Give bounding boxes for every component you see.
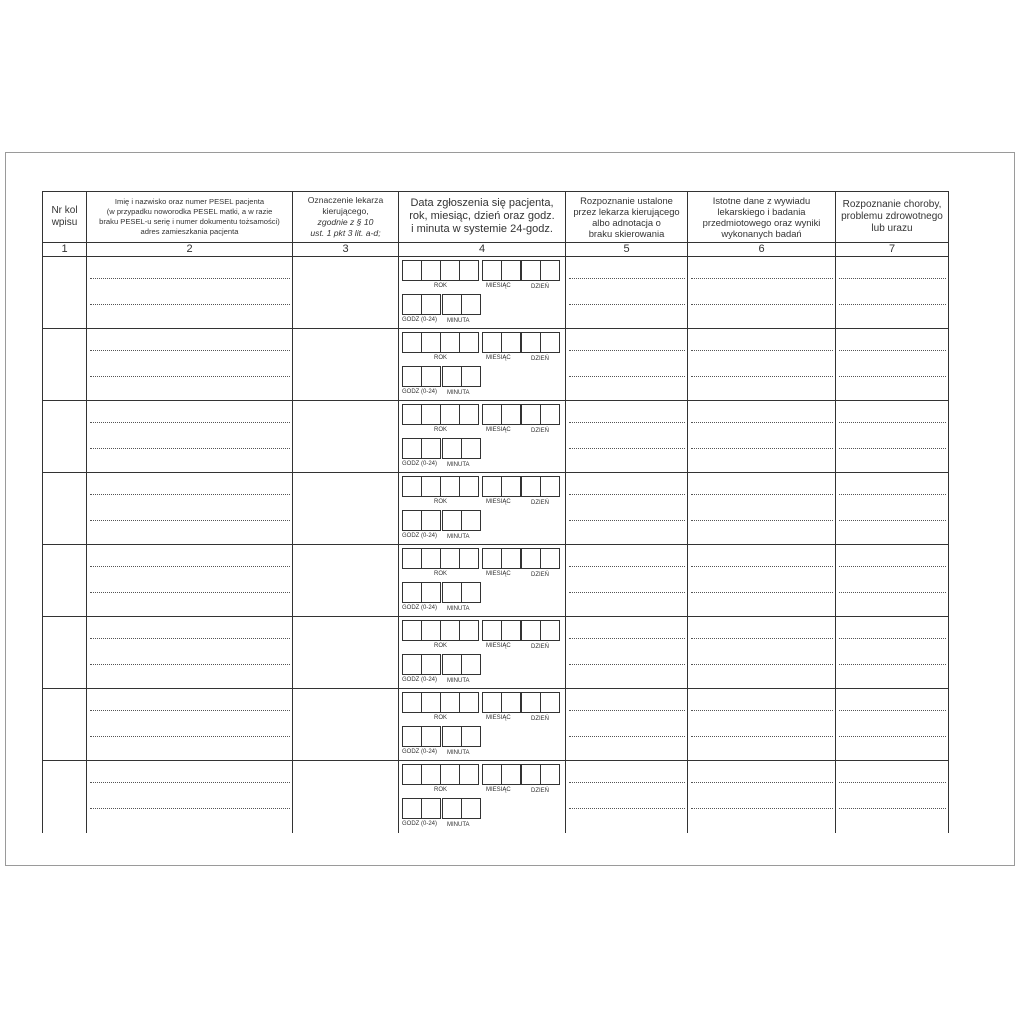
hour-digit-box[interactable] — [402, 366, 422, 387]
minute-label: MINUTA — [447, 462, 470, 468]
row-separator — [42, 328, 949, 329]
day-label: DZIEŃ — [531, 428, 549, 434]
field-interview-line[interactable] — [691, 304, 833, 305]
header-line: kierującego, — [322, 205, 369, 216]
column-border-5-6 — [687, 191, 688, 833]
day-digit-box[interactable] — [521, 764, 541, 785]
field-patient-line[interactable] — [90, 350, 290, 351]
hour-digit-box[interactable] — [421, 510, 441, 531]
minute-digit-box[interactable] — [442, 582, 462, 603]
day-label: DZIEŃ — [531, 644, 549, 650]
field-patient-line[interactable] — [90, 710, 290, 711]
field-diagnosis-line[interactable] — [839, 808, 946, 809]
hour-digit-box[interactable] — [402, 438, 422, 459]
field-diagnosis-referral-line[interactable] — [569, 422, 685, 423]
minute-digit-box[interactable] — [442, 366, 462, 387]
column-border-4-5 — [565, 191, 566, 833]
column-number-5: 5 — [623, 243, 630, 255]
header-col-1 — [43, 191, 86, 242]
day-digit-box[interactable] — [521, 332, 541, 353]
month-digit-box[interactable] — [501, 476, 521, 497]
column-number-4: 4 — [478, 243, 486, 255]
header-line: lekarskiego i badania — [717, 205, 806, 217]
column-number-3: 3 — [342, 243, 349, 255]
month-label: MIESIĄC — [486, 283, 511, 289]
day-digit-box[interactable] — [521, 620, 541, 641]
header-col-4 — [399, 191, 565, 242]
year-label: ROK — [434, 643, 448, 649]
month-digit-box[interactable] — [501, 404, 521, 425]
hour-label: GODZ (0-24) — [402, 461, 438, 467]
header-line: wpisu — [51, 216, 78, 228]
year-digit-box[interactable] — [440, 692, 460, 713]
year-digit-box[interactable] — [421, 764, 441, 785]
header-line: Data zgłoszenia się pacjenta, — [410, 197, 554, 209]
day-label: DZIEŃ — [531, 716, 549, 722]
year-digit-box[interactable] — [402, 764, 422, 785]
header-line: problemu zdrowotnego — [841, 210, 943, 222]
month-label: MIESIĄC — [486, 571, 511, 577]
year-digit-box[interactable] — [459, 620, 479, 641]
hour-digit-box[interactable] — [421, 798, 441, 819]
year-label: ROK — [434, 571, 448, 577]
field-diagnosis-line[interactable] — [839, 278, 946, 279]
field-diagnosis-referral-line[interactable] — [569, 278, 685, 279]
header-line: Oznaczenie lekarza — [307, 194, 384, 205]
field-diagnosis-line[interactable] — [839, 638, 946, 639]
header-col-6 — [688, 191, 835, 242]
header-line: wykonanych badań — [721, 227, 802, 239]
field-patient-line[interactable] — [90, 448, 290, 449]
header-col-3 — [293, 191, 398, 242]
hour-digit-box[interactable] — [421, 366, 441, 387]
minute-digit-box[interactable] — [461, 510, 481, 531]
field-patient-line[interactable] — [90, 422, 290, 423]
hour-label: GODZ (0-24) — [402, 389, 438, 395]
year-label: ROK — [434, 283, 448, 289]
year-digit-box[interactable] — [402, 260, 422, 281]
field-patient-line[interactable] — [90, 304, 290, 305]
day-digit-box[interactable] — [521, 548, 541, 569]
day-digit-box[interactable] — [540, 476, 560, 497]
year-digit-box[interactable] — [421, 620, 441, 641]
header-line: zgodnie z § 10 — [317, 216, 374, 227]
row-separator — [42, 472, 949, 473]
minute-digit-box[interactable] — [442, 294, 462, 315]
field-diagnosis-referral-line[interactable] — [569, 710, 685, 711]
column-number-2: 2 — [186, 243, 193, 255]
minute-digit-box[interactable] — [461, 438, 481, 459]
form-sheet — [5, 152, 1015, 866]
hour-label: GODZ (0-24) — [402, 821, 438, 827]
day-digit-box[interactable] — [521, 692, 541, 713]
field-patient-line[interactable] — [90, 520, 290, 521]
field-interview-line[interactable] — [691, 592, 833, 593]
header-col-7 — [836, 191, 948, 242]
field-interview-line[interactable] — [691, 782, 833, 783]
header-line: braku skierowania — [588, 227, 665, 239]
hour-digit-box[interactable] — [402, 798, 422, 819]
day-label: DZIEŃ — [531, 572, 549, 578]
hour-label: GODZ (0-24) — [402, 677, 438, 683]
year-digit-box[interactable] — [440, 476, 460, 497]
header-line: ust. 1 pkt 3 lit. a-d; — [310, 227, 381, 238]
minute-label: MINUTA — [447, 678, 470, 684]
field-patient-line[interactable] — [90, 494, 290, 495]
field-diagnosis-referral-line[interactable] — [569, 566, 685, 567]
field-interview-line[interactable] — [691, 566, 833, 567]
year-digit-box[interactable] — [459, 692, 479, 713]
field-patient-line[interactable] — [90, 278, 290, 279]
month-digit-box[interactable] — [501, 332, 521, 353]
month-label: MIESIĄC — [486, 355, 511, 361]
year-digit-box[interactable] — [459, 404, 479, 425]
field-patient-line[interactable] — [90, 592, 290, 593]
header-line: Nr kol — [51, 204, 78, 216]
hour-label: GODZ (0-24) — [402, 533, 438, 539]
field-patient-line[interactable] — [90, 664, 290, 665]
minute-digit-box[interactable] — [442, 438, 462, 459]
hour-digit-box[interactable] — [402, 726, 422, 747]
column-number-1: 1 — [61, 243, 68, 255]
header-line: adres zamieszkania pacjenta — [140, 226, 239, 236]
row-separator — [42, 616, 949, 617]
field-patient-line[interactable] — [90, 782, 290, 783]
month-digit-box[interactable] — [501, 764, 521, 785]
column-border-3-4 — [398, 191, 399, 833]
field-interview-line[interactable] — [691, 638, 833, 639]
month-digit-box[interactable] — [501, 260, 521, 281]
hour-digit-box[interactable] — [421, 438, 441, 459]
field-interview-line[interactable] — [691, 736, 833, 737]
row-separator — [42, 400, 949, 401]
minute-label: MINUTA — [447, 534, 470, 540]
year-digit-box[interactable] — [459, 332, 479, 353]
month-digit-box[interactable] — [482, 404, 502, 425]
field-diagnosis-referral-line[interactable] — [569, 494, 685, 495]
minute-digit-box[interactable] — [442, 654, 462, 675]
month-label: MIESIĄC — [486, 787, 511, 793]
field-diagnosis-referral-line[interactable] — [569, 664, 685, 665]
column-border-left — [42, 191, 43, 833]
header-line: przez lekarza kierującego — [573, 205, 680, 217]
minute-label: MINUTA — [447, 822, 470, 828]
day-digit-box[interactable] — [540, 332, 560, 353]
column-number-7: 7 — [888, 243, 896, 255]
year-digit-box[interactable] — [402, 476, 422, 497]
column-border-6-7 — [835, 191, 836, 833]
header-line: (w przypadku noworodka PESEL matki, a w razie — [106, 206, 273, 216]
field-patient-line[interactable] — [90, 808, 290, 809]
year-digit-box[interactable] — [421, 260, 441, 281]
header-line: braku PESEL-u serię i numer dokumentu tożsamości) — [99, 216, 280, 226]
field-interview-line[interactable] — [691, 494, 833, 495]
day-label: DZIEŃ — [531, 788, 549, 794]
minute-digit-box[interactable] — [461, 726, 481, 747]
hour-digit-box[interactable] — [402, 582, 422, 603]
year-label: ROK — [434, 499, 448, 505]
year-digit-box[interactable] — [402, 404, 422, 425]
day-digit-box[interactable] — [540, 620, 560, 641]
patient-register-table — [42, 191, 949, 833]
minute-digit-box[interactable] — [461, 654, 481, 675]
field-diagnosis-referral-line[interactable] — [569, 304, 685, 305]
year-digit-box[interactable] — [440, 620, 460, 641]
column-numbers-bottom-border — [42, 256, 949, 257]
field-diagnosis-line[interactable] — [839, 422, 946, 423]
field-diagnosis-line[interactable] — [839, 350, 946, 351]
minute-digit-box[interactable] — [461, 366, 481, 387]
field-diagnosis-referral-line[interactable] — [569, 736, 685, 737]
column-border-1-2 — [86, 191, 87, 833]
day-digit-box[interactable] — [521, 260, 541, 281]
row-separator — [42, 688, 949, 689]
year-digit-box[interactable] — [421, 332, 441, 353]
row-separator — [42, 760, 949, 761]
day-digit-box[interactable] — [521, 404, 541, 425]
year-digit-box[interactable] — [440, 332, 460, 353]
column-border-right — [948, 191, 949, 833]
header-line: Rozpoznanie choroby, — [842, 198, 942, 210]
field-diagnosis-line[interactable] — [839, 592, 946, 593]
header-line: i minuta w systemie 24-godz. — [411, 223, 553, 235]
minute-label: MINUTA — [447, 390, 470, 396]
month-digit-box[interactable] — [501, 692, 521, 713]
hour-digit-box[interactable] — [421, 294, 441, 315]
field-interview-line[interactable] — [691, 448, 833, 449]
year-digit-box[interactable] — [440, 548, 460, 569]
field-interview-line[interactable] — [691, 664, 833, 665]
field-diagnosis-line[interactable] — [839, 448, 946, 449]
field-interview-line[interactable] — [691, 350, 833, 351]
month-digit-box[interactable] — [482, 476, 502, 497]
field-patient-line[interactable] — [90, 736, 290, 737]
day-digit-box[interactable] — [521, 476, 541, 497]
year-label: ROK — [434, 355, 448, 361]
month-digit-box[interactable] — [482, 260, 502, 281]
field-diagnosis-line[interactable] — [839, 494, 946, 495]
field-diagnosis-line[interactable] — [839, 304, 946, 305]
field-interview-line[interactable] — [691, 520, 833, 521]
field-diagnosis-referral-line[interactable] — [569, 376, 685, 377]
year-digit-box[interactable] — [459, 476, 479, 497]
year-label: ROK — [434, 787, 448, 793]
year-digit-box[interactable] — [402, 548, 422, 569]
field-interview-line[interactable] — [691, 808, 833, 809]
header-line: Imię i nazwisko oraz numer PESEL pacjenta — [114, 196, 265, 206]
field-patient-line[interactable] — [90, 376, 290, 377]
month-digit-box[interactable] — [482, 620, 502, 641]
field-diagnosis-referral-line[interactable] — [569, 782, 685, 783]
minute-digit-box[interactable] — [442, 726, 462, 747]
minute-digit-box[interactable] — [461, 582, 481, 603]
year-digit-box[interactable] — [459, 548, 479, 569]
month-digit-box[interactable] — [501, 620, 521, 641]
header-line: lub urazu — [871, 222, 913, 234]
month-label: MIESIĄC — [486, 643, 511, 649]
field-interview-line[interactable] — [691, 376, 833, 377]
year-digit-box[interactable] — [440, 764, 460, 785]
column-number-6: 6 — [758, 243, 765, 255]
month-label: MIESIĄC — [486, 499, 511, 505]
day-digit-box[interactable] — [540, 692, 560, 713]
field-interview-line[interactable] — [691, 710, 833, 711]
minute-digit-box[interactable] — [442, 510, 462, 531]
month-digit-box[interactable] — [501, 548, 521, 569]
minute-label: MINUTA — [447, 318, 470, 324]
header-line: Istotne dane z wywiadu — [712, 194, 811, 206]
header-line: przedmiotowego oraz wyniki — [702, 216, 821, 228]
header-line: rok, miesiąc, dzień oraz godz. — [409, 210, 555, 222]
year-digit-box[interactable] — [440, 404, 460, 425]
minute-digit-box[interactable] — [461, 798, 481, 819]
hour-digit-box[interactable] — [421, 582, 441, 603]
field-diagnosis-referral-line[interactable] — [569, 638, 685, 639]
year-digit-box[interactable] — [421, 476, 441, 497]
field-diagnosis-line[interactable] — [839, 782, 946, 783]
year-digit-box[interactable] — [421, 548, 441, 569]
year-digit-box[interactable] — [402, 620, 422, 641]
hour-label: GODZ (0-24) — [402, 749, 438, 755]
year-digit-box[interactable] — [402, 692, 422, 713]
year-digit-box[interactable] — [421, 404, 441, 425]
field-diagnosis-referral-line[interactable] — [569, 520, 685, 521]
field-interview-line[interactable] — [691, 278, 833, 279]
month-digit-box[interactable] — [482, 764, 502, 785]
header-line: Rozpoznanie ustalone — [580, 194, 673, 206]
field-diagnosis-referral-line[interactable] — [569, 448, 685, 449]
year-label: ROK — [434, 427, 448, 433]
hour-label: GODZ (0-24) — [402, 317, 438, 323]
minute-label: MINUTA — [447, 750, 470, 756]
year-label: ROK — [434, 715, 448, 721]
hour-digit-box[interactable] — [402, 510, 422, 531]
minute-label: MINUTA — [447, 606, 470, 612]
day-label: DZIEŃ — [531, 500, 549, 506]
field-patient-line[interactable] — [90, 566, 290, 567]
field-interview-line[interactable] — [691, 422, 833, 423]
field-diagnosis-referral-line[interactable] — [569, 808, 685, 809]
month-digit-box[interactable] — [482, 548, 502, 569]
field-diagnosis-line[interactable] — [839, 664, 946, 665]
hour-digit-box[interactable] — [402, 294, 422, 315]
month-label: MIESIĄC — [486, 715, 511, 721]
day-label: DZIEŃ — [531, 284, 549, 290]
field-diagnosis-line[interactable] — [839, 566, 946, 567]
day-digit-box[interactable] — [540, 548, 560, 569]
header-col-2 — [87, 191, 292, 242]
month-digit-box[interactable] — [482, 332, 502, 353]
year-digit-box[interactable] — [421, 692, 441, 713]
minute-digit-box[interactable] — [442, 798, 462, 819]
header-line: albo adnotacja o — [592, 216, 661, 228]
year-digit-box[interactable] — [440, 260, 460, 281]
day-digit-box[interactable] — [540, 404, 560, 425]
hour-digit-box[interactable] — [421, 726, 441, 747]
field-diagnosis-line[interactable] — [839, 520, 946, 521]
header-col-5 — [566, 191, 687, 242]
field-diagnosis-referral-line[interactable] — [569, 350, 685, 351]
day-digit-box[interactable] — [540, 764, 560, 785]
year-digit-box[interactable] — [459, 260, 479, 281]
day-label: DZIEŃ — [531, 356, 549, 362]
hour-label: GODZ (0-24) — [402, 605, 438, 611]
field-patient-line[interactable] — [90, 638, 290, 639]
hour-digit-box[interactable] — [421, 654, 441, 675]
field-diagnosis-referral-line[interactable] — [569, 592, 685, 593]
year-digit-box[interactable] — [402, 332, 422, 353]
hour-digit-box[interactable] — [402, 654, 422, 675]
field-diagnosis-line[interactable] — [839, 736, 946, 737]
day-digit-box[interactable] — [540, 260, 560, 281]
column-border-2-3 — [292, 191, 293, 833]
row-separator — [42, 544, 949, 545]
minute-digit-box[interactable] — [461, 294, 481, 315]
year-digit-box[interactable] — [459, 764, 479, 785]
month-label: MIESIĄC — [486, 427, 511, 433]
month-digit-box[interactable] — [482, 692, 502, 713]
field-diagnosis-line[interactable] — [839, 710, 946, 711]
field-diagnosis-line[interactable] — [839, 376, 946, 377]
